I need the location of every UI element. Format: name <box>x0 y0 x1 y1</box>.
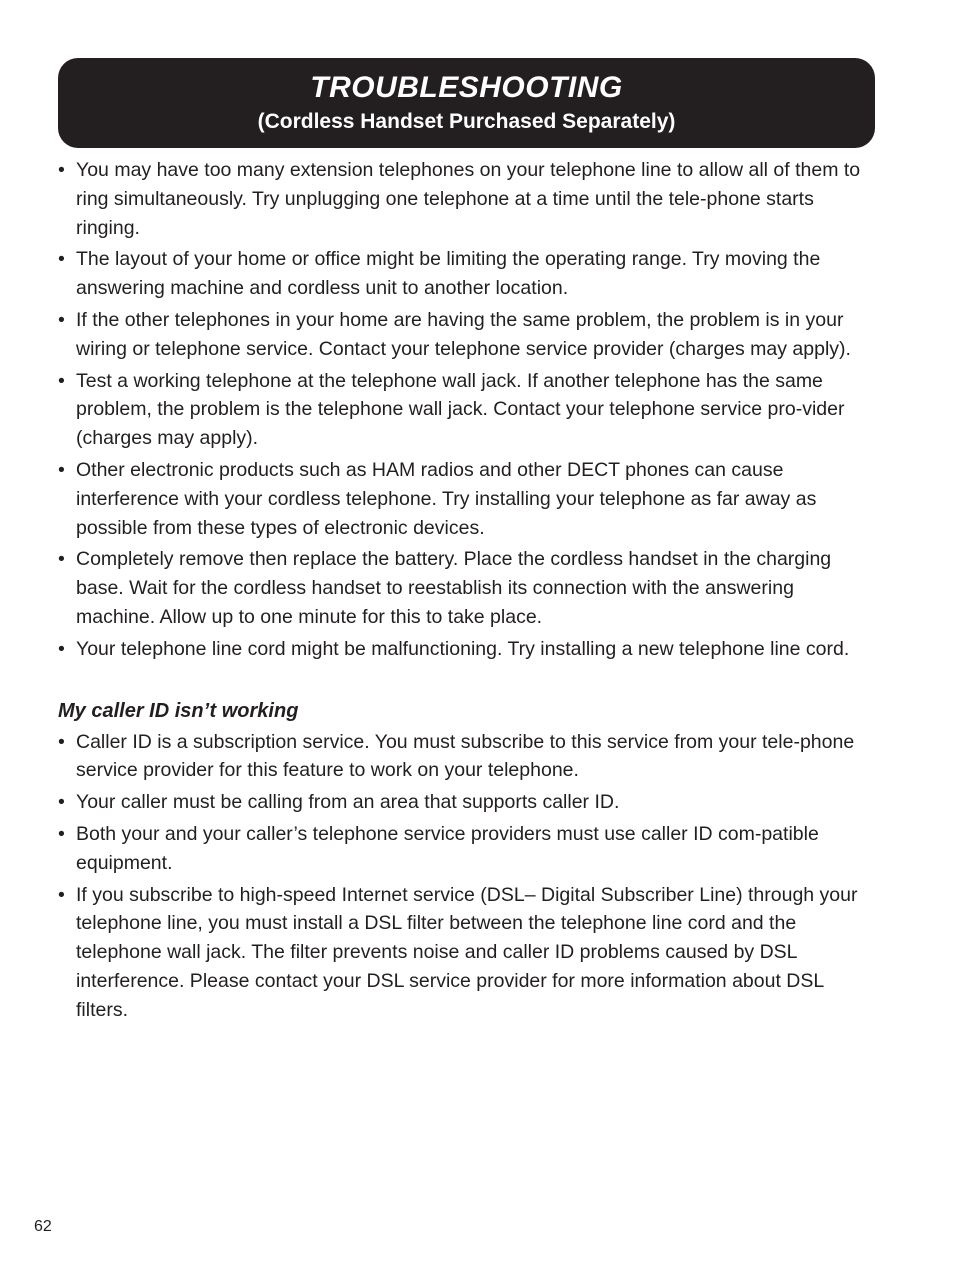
list-item-text: Both your and your caller’s telephone service providers must use caller ID com-patible equipment. <box>76 822 819 874</box>
bullet-icon: • <box>58 369 65 392</box>
page-number: 62 <box>34 1218 52 1235</box>
list-item <box>58 788 873 817</box>
list-item <box>58 820 873 878</box>
list-item <box>58 156 873 242</box>
list-item <box>58 367 873 453</box>
bullet-icon: • <box>58 883 65 906</box>
bullet-icon: • <box>58 730 65 753</box>
list-item-text: You may have too many extension telephones on your telephone line to allow all of them to ring simultaneously. Try unplugging one telephone at a time until the tele-phone starts ringing. <box>76 159 861 239</box>
bullet-icon: • <box>58 791 65 814</box>
list-item-text: The layout of your home or office might be limiting the operating range. Try moving the answering machine and cordless unit to another location. <box>76 248 821 300</box>
list-item-text: Other electronic products such as HAM radios and other DECT phones can cause interference with your cordless telephone. Try installing your telephone as far away as possible from these types of electronic devices. <box>76 458 817 539</box>
bullet-icon: • <box>58 637 65 660</box>
list-item <box>58 245 873 303</box>
list-item-text: If the other telephones in your home are having the same problem, the problem is in your wiring or telephone service. Contact your telephone service provider (charges may apply). <box>76 308 851 360</box>
list-item <box>58 456 873 542</box>
page-title: TROUBLESHOOTING <box>310 71 623 104</box>
bullet-icon: • <box>58 822 65 845</box>
list-item <box>58 881 873 1025</box>
caller-id-list <box>58 728 873 1025</box>
caller-id-heading: My caller ID isn’t working <box>58 699 299 722</box>
list-item-text: Your telephone line cord might be malfunctioning. Try installing a new telephone line cord. <box>76 637 850 660</box>
list-item-text: Your caller must be calling from an area that supports caller ID. <box>76 791 620 814</box>
section-header-banner <box>58 58 875 148</box>
troubleshooting-list <box>58 156 873 664</box>
page-subtitle: (Cordless Handset Purchased Separately) <box>257 110 676 133</box>
bullet-icon: • <box>58 548 65 571</box>
list-item <box>58 306 873 364</box>
page-content <box>58 156 873 1028</box>
list-item-text: If you subscribe to high-speed Internet service (DSL– Digital Subscriber Line) through your telephone line, you must install a DSL filter between the telephone line cord and the telephone wall jack. The filter prevents noise and caller ID problems caused by DSL interference. Please contact your DSL service provider for more information about DSL filters. <box>76 883 858 1021</box>
list-item-text: Completely remove then replace the battery. Place the cordless handset in the charging base. Wait for the cordless handset to reestablish its connection with the answering machine. Allow up to one minute for this to take place. <box>76 548 832 628</box>
list-item <box>58 545 873 631</box>
bullet-icon: • <box>58 248 65 271</box>
bullet-icon: • <box>58 308 65 331</box>
list-item <box>58 728 873 786</box>
bullet-icon: • <box>58 458 65 481</box>
list-item <box>58 635 873 664</box>
bullet-icon: • <box>58 159 65 181</box>
list-item-text: Test a working telephone at the telephone wall jack. If another telephone has the same problem, the problem is the telephone wall jack. Contact your telephone service pro-vider (charges may apply). <box>76 369 845 450</box>
list-item-text: Caller ID is a subscription service. You must subscribe to this service from your tele-phone service provider for this feature to work on your telephone. <box>76 730 855 782</box>
